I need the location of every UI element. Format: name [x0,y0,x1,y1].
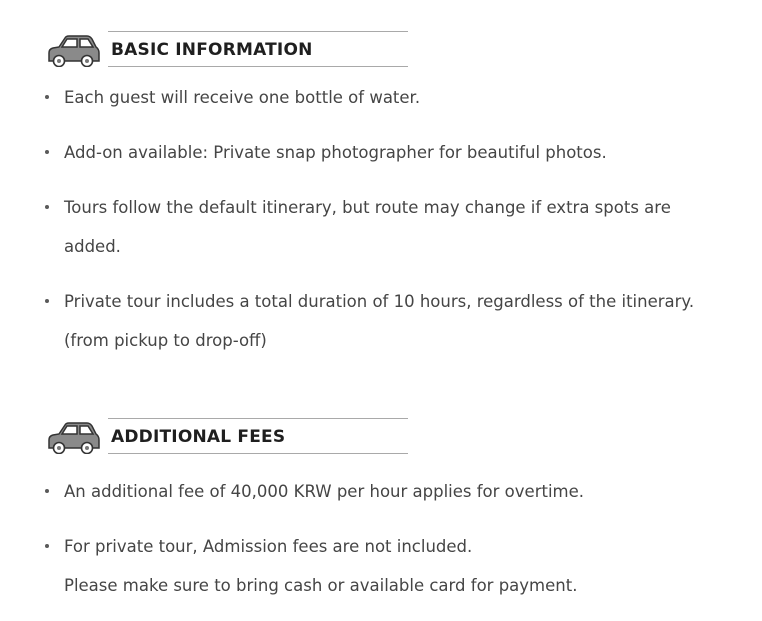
section-title: BASIC INFORMATION [111,40,313,60]
list-item [0,282,762,360]
list-item-text: Each guest will receive one bottle of water. [64,88,421,107]
bullet-list [0,472,762,605]
list-item-text: Tours follow the default itinerary, but route may change if extra spots are added. [64,198,671,256]
list-item [0,133,762,172]
bullet-dot [45,544,49,548]
section-title: ADDITIONAL FEES [111,427,286,447]
bullet-dot [45,489,49,493]
section-header [0,31,762,71]
additional-fees-section [0,418,762,595]
list-item-text: For private tour, Admission fees are not included. Please make sure to bring cash or available card for payment. [64,537,578,595]
section-title-box [108,31,408,67]
section-header [0,418,762,458]
list-item-text: Private tour includes a total duration of 10 hours, regardless of the itinerary. (from pickup to drop-off) [64,292,695,350]
list-item [0,78,762,117]
list-item-text: An additional fee of 40,000 KRW per hour applies for overtime. [64,482,584,501]
bullet-dot [45,299,49,303]
list-item [0,527,762,605]
list-item [0,188,762,266]
bullet-dot [45,150,49,154]
basic-information-section [0,31,762,350]
bullet-dot [45,95,49,99]
car-icon [43,418,101,454]
list-item [0,472,762,511]
bullet-list [0,78,762,360]
section-title-box [108,418,408,454]
car-icon [43,31,101,67]
list-item-text: Add-on available: Private snap photographer for beautiful photos. [64,143,607,162]
bullet-dot [45,205,49,209]
